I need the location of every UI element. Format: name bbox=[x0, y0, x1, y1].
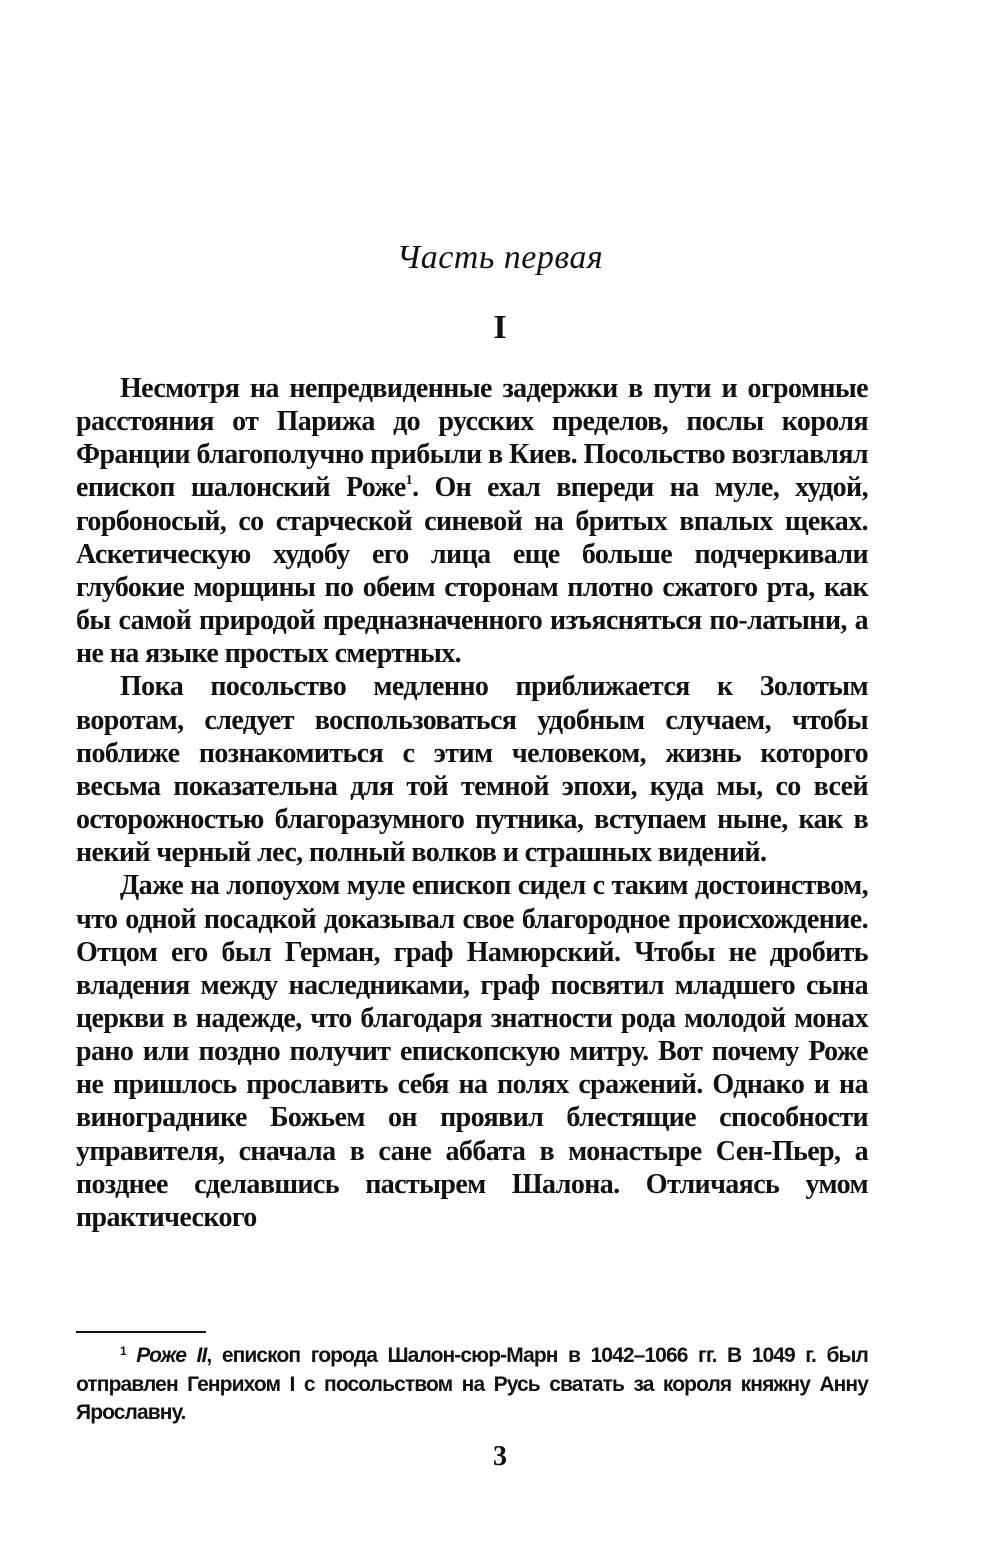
footnote-divider bbox=[76, 1331, 206, 1333]
footnote-text: , епископ города Шалон-сюр-Марн в 1042–1066 гг. В 1049 г. был отправлен Генрихом I с посольством на Русь сватать за короля княжну Анну Ярославну. bbox=[76, 1344, 868, 1424]
paragraph-text: Несмотря на непредвиденные задержки в пути и огромные расстояния от Парижа до русских пределов, послы короля Франции благополучно прибыли в Киев. Посольство возглавлял епископ шалонский Роже bbox=[76, 373, 868, 504]
paragraph-text: . Он ехал впереди на муле, худой, горбоносый, со старческой синевой на бритых впалых щеках. Аскетическую худобу его лица еще больше подчеркивали глубокие морщины по обеим сторонам плотно сжатого рта, как бы самой природой предназначенного изъясняться по-латыни, а не на языке простых смертных. bbox=[76, 472, 868, 670]
part-title: Часть первая bbox=[396, 239, 604, 276]
body-text bbox=[76, 372, 868, 1234]
footnote-name: Роже II bbox=[136, 1344, 207, 1367]
paragraph: Даже на лопоухом муле епископ сидел с таким достоинством, что одной посадкой доказывал свое благородное происхождение. Отцом его был Герман, граф Намюрский. Чтобы не дробить владения между наследниками, граф посвятил младшего сына церкви в надежде, что благодаря знатности рода молодой монах рано или поздно получит епископскую митру. Вот почему Роже не пришлось прославить себя на полях сражений. Однако и на винограднике Божьем он проявил блестящие способности управителя, сначала в сане аббата в монастыре Сен-Пьер, а позднее сделавшись пастырем Шалона. Отличаясь умом практического bbox=[76, 870, 868, 1233]
footnote-mark: 1 bbox=[120, 1344, 126, 1358]
page-number: 3 bbox=[493, 1441, 507, 1472]
footnote-reference: 1 bbox=[405, 473, 413, 489]
footnote bbox=[76, 1342, 868, 1428]
paragraph: Пока посольство медленно приближается к Золотым воротам, следует воспользоваться удобным случаем, чтобы поближе познакомиться с этим человеком, жизнь которого весьма показательна для той темной эпохи, куда мы, со всей осторожностью благоразумного путника, вступаем ныне, как в некий черный лес, полный волков и страшных видений. bbox=[76, 671, 868, 869]
chapter-number: I bbox=[493, 309, 507, 346]
paragraph bbox=[76, 372, 868, 670]
